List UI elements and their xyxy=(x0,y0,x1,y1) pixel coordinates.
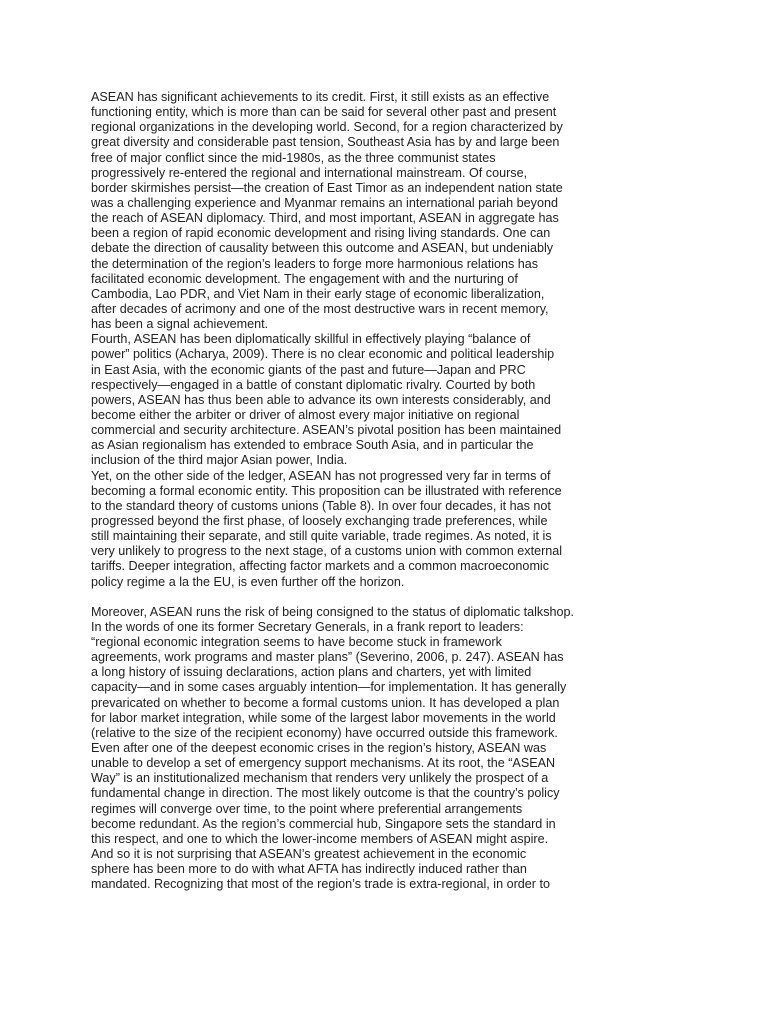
text-line: for labor market integration, while some of the largest labor movements in the world xyxy=(91,710,556,725)
text-line: free of major conflict since the mid-1980s, as the three communist states xyxy=(91,150,496,165)
text-line: capacity—and in some cases arguably intention—for implementation. It has generally xyxy=(91,680,567,695)
text-line: Yet, on the other side of the ledger, ASEAN has not progressed very far in terms of xyxy=(91,468,551,483)
text-line: still maintaining their separate, and still quite variable, trade regimes. As noted, it is xyxy=(91,529,552,544)
text-line: ASEAN has significant achievements to its credit. First, it still exists as an effective xyxy=(91,90,550,104)
text-line: (relative to the size of the recipient economy) have occurred outside this framework. xyxy=(91,725,558,740)
paragraph-spacer xyxy=(91,590,691,605)
text-line: progressed beyond the first phase, of loosely exchanging trade preferences, while xyxy=(91,513,548,528)
text-line: And so it is not surprising that ASEAN’s greatest achievement in the economic xyxy=(91,847,527,862)
paragraph-balance-of-power xyxy=(91,332,691,468)
paragraph-achievements xyxy=(91,90,691,332)
text-line: to the standard theory of customs unions (Table 8). In over four decades, it has not xyxy=(91,498,551,513)
text-line: power” politics (Acharya, 2009). There is no clear economic and political leadership xyxy=(91,347,555,362)
paragraph-talkshop xyxy=(91,605,691,893)
text-line: this respect, and one to which the lower-income members of ASEAN might aspire. xyxy=(91,831,549,846)
text-line: very unlikely to progress to the next stage, of a customs union with common external xyxy=(91,544,563,559)
text-line: powers, ASEAN has thus been able to advance its own interests considerably, and xyxy=(91,392,551,407)
text-line: sphere has been more to do with what AFTA has indirectly induced rather than xyxy=(91,862,527,877)
text-line: In the words of one its former Secretary Generals, in a frank report to leaders: xyxy=(91,619,524,634)
paragraph-customs-union xyxy=(91,469,691,590)
text-line: has been a signal achievement. xyxy=(91,317,269,332)
text-line: progressively re-entered the regional and international mainstream. Of course, xyxy=(91,165,528,180)
text-line: as Asian regionalism has extended to embrace South Asia, and in particular the xyxy=(91,438,534,453)
text-line: commercial and security architecture. ASEAN’s pivotal position has been maintained xyxy=(91,423,562,438)
text-line: a long history of issuing declarations, action plans and charters, yet with limited xyxy=(91,665,532,680)
text-line: become redundant. As the region’s commercial hub, Singapore sets the standard in xyxy=(91,816,556,831)
text-line: Cambodia, Lao PDR, and Viet Nam in their early stage of economic liberalization, xyxy=(91,286,545,301)
text-line: become either the arbiter or driver of almost every major initiative on regional xyxy=(91,407,520,422)
text-line: the reach of ASEAN diplomacy. Third, and most important, ASEAN in aggregate has xyxy=(91,211,559,226)
text-line: debate the direction of causality between this outcome and ASEAN, but undeniably xyxy=(91,241,554,256)
text-line: policy regime a la the EU, is even further off the horizon. xyxy=(91,574,405,589)
text-line: unable to develop a set of emergency support mechanisms. At its root, the “ASEAN xyxy=(91,756,556,771)
text-line: great diversity and considerable past tension, Southeast Asia has by and large been xyxy=(91,135,560,150)
text-line: Even after one of the deepest economic crises in the region’s history, ASEAN was xyxy=(91,741,547,756)
text-line: after decades of acrimony and one of the most destructive wars in recent memory, xyxy=(91,301,549,316)
text-line: agreements, work programs and master plans” (Severino, 2006, p. 247). ASEAN has xyxy=(91,650,564,665)
text-line: “regional economic integration seems to have become stuck in framework xyxy=(91,635,502,650)
text-line: facilitated economic development. The engagement with and the nurturing of xyxy=(91,271,518,286)
text-line: border skirmishes persist—the creation of East Timor as an independent nation state xyxy=(91,180,563,195)
text-line: Moreover, ASEAN runs the risk of being consigned to the status of diplomatic talkshop. xyxy=(91,604,575,619)
text-line: in East Asia, with the economic giants of the past and future—Japan and PRC xyxy=(91,362,526,377)
text-line: regimes will converge over time, to the point where preferential arrangements xyxy=(91,801,523,816)
text-line: prevaricated on whether to become a formal customs union. It has developed a plan xyxy=(91,695,560,710)
document-page xyxy=(91,90,691,892)
text-line: becoming a formal economic entity. This proposition can be illustrated with reference xyxy=(91,483,562,498)
text-line: Fourth, ASEAN has been diplomatically skillful in effectively playing “balance of xyxy=(91,332,531,347)
text-line: the determination of the region’s leaders to forge more harmonious relations has xyxy=(91,256,539,271)
text-line: inclusion of the third major Asian power, India. xyxy=(91,453,348,468)
text-line: was a challenging experience and Myanmar remains an international pariah beyond xyxy=(91,195,558,210)
text-line: respectively—engaged in a battle of constant diplomatic rivalry. Courted by both xyxy=(91,377,536,392)
text-line: regional organizations in the developing world. Second, for a region characterized by xyxy=(91,120,563,135)
text-line: mandated. Recognizing that most of the region’s trade is extra-regional, in order to xyxy=(91,877,550,892)
text-line: tariffs. Deeper integration, affecting factor markets and a common macroeconomic xyxy=(91,559,550,574)
text-line: Way” is an institutionalized mechanism that renders very unlikely the prospect of a xyxy=(91,771,549,786)
text-line: functioning entity, which is more than can be said for several other past and present xyxy=(91,105,557,120)
text-line: been a region of rapid economic development and rising living standards. One can xyxy=(91,226,551,241)
text-line: fundamental change in direction. The most likely outcome is that the country’s policy xyxy=(91,786,560,801)
